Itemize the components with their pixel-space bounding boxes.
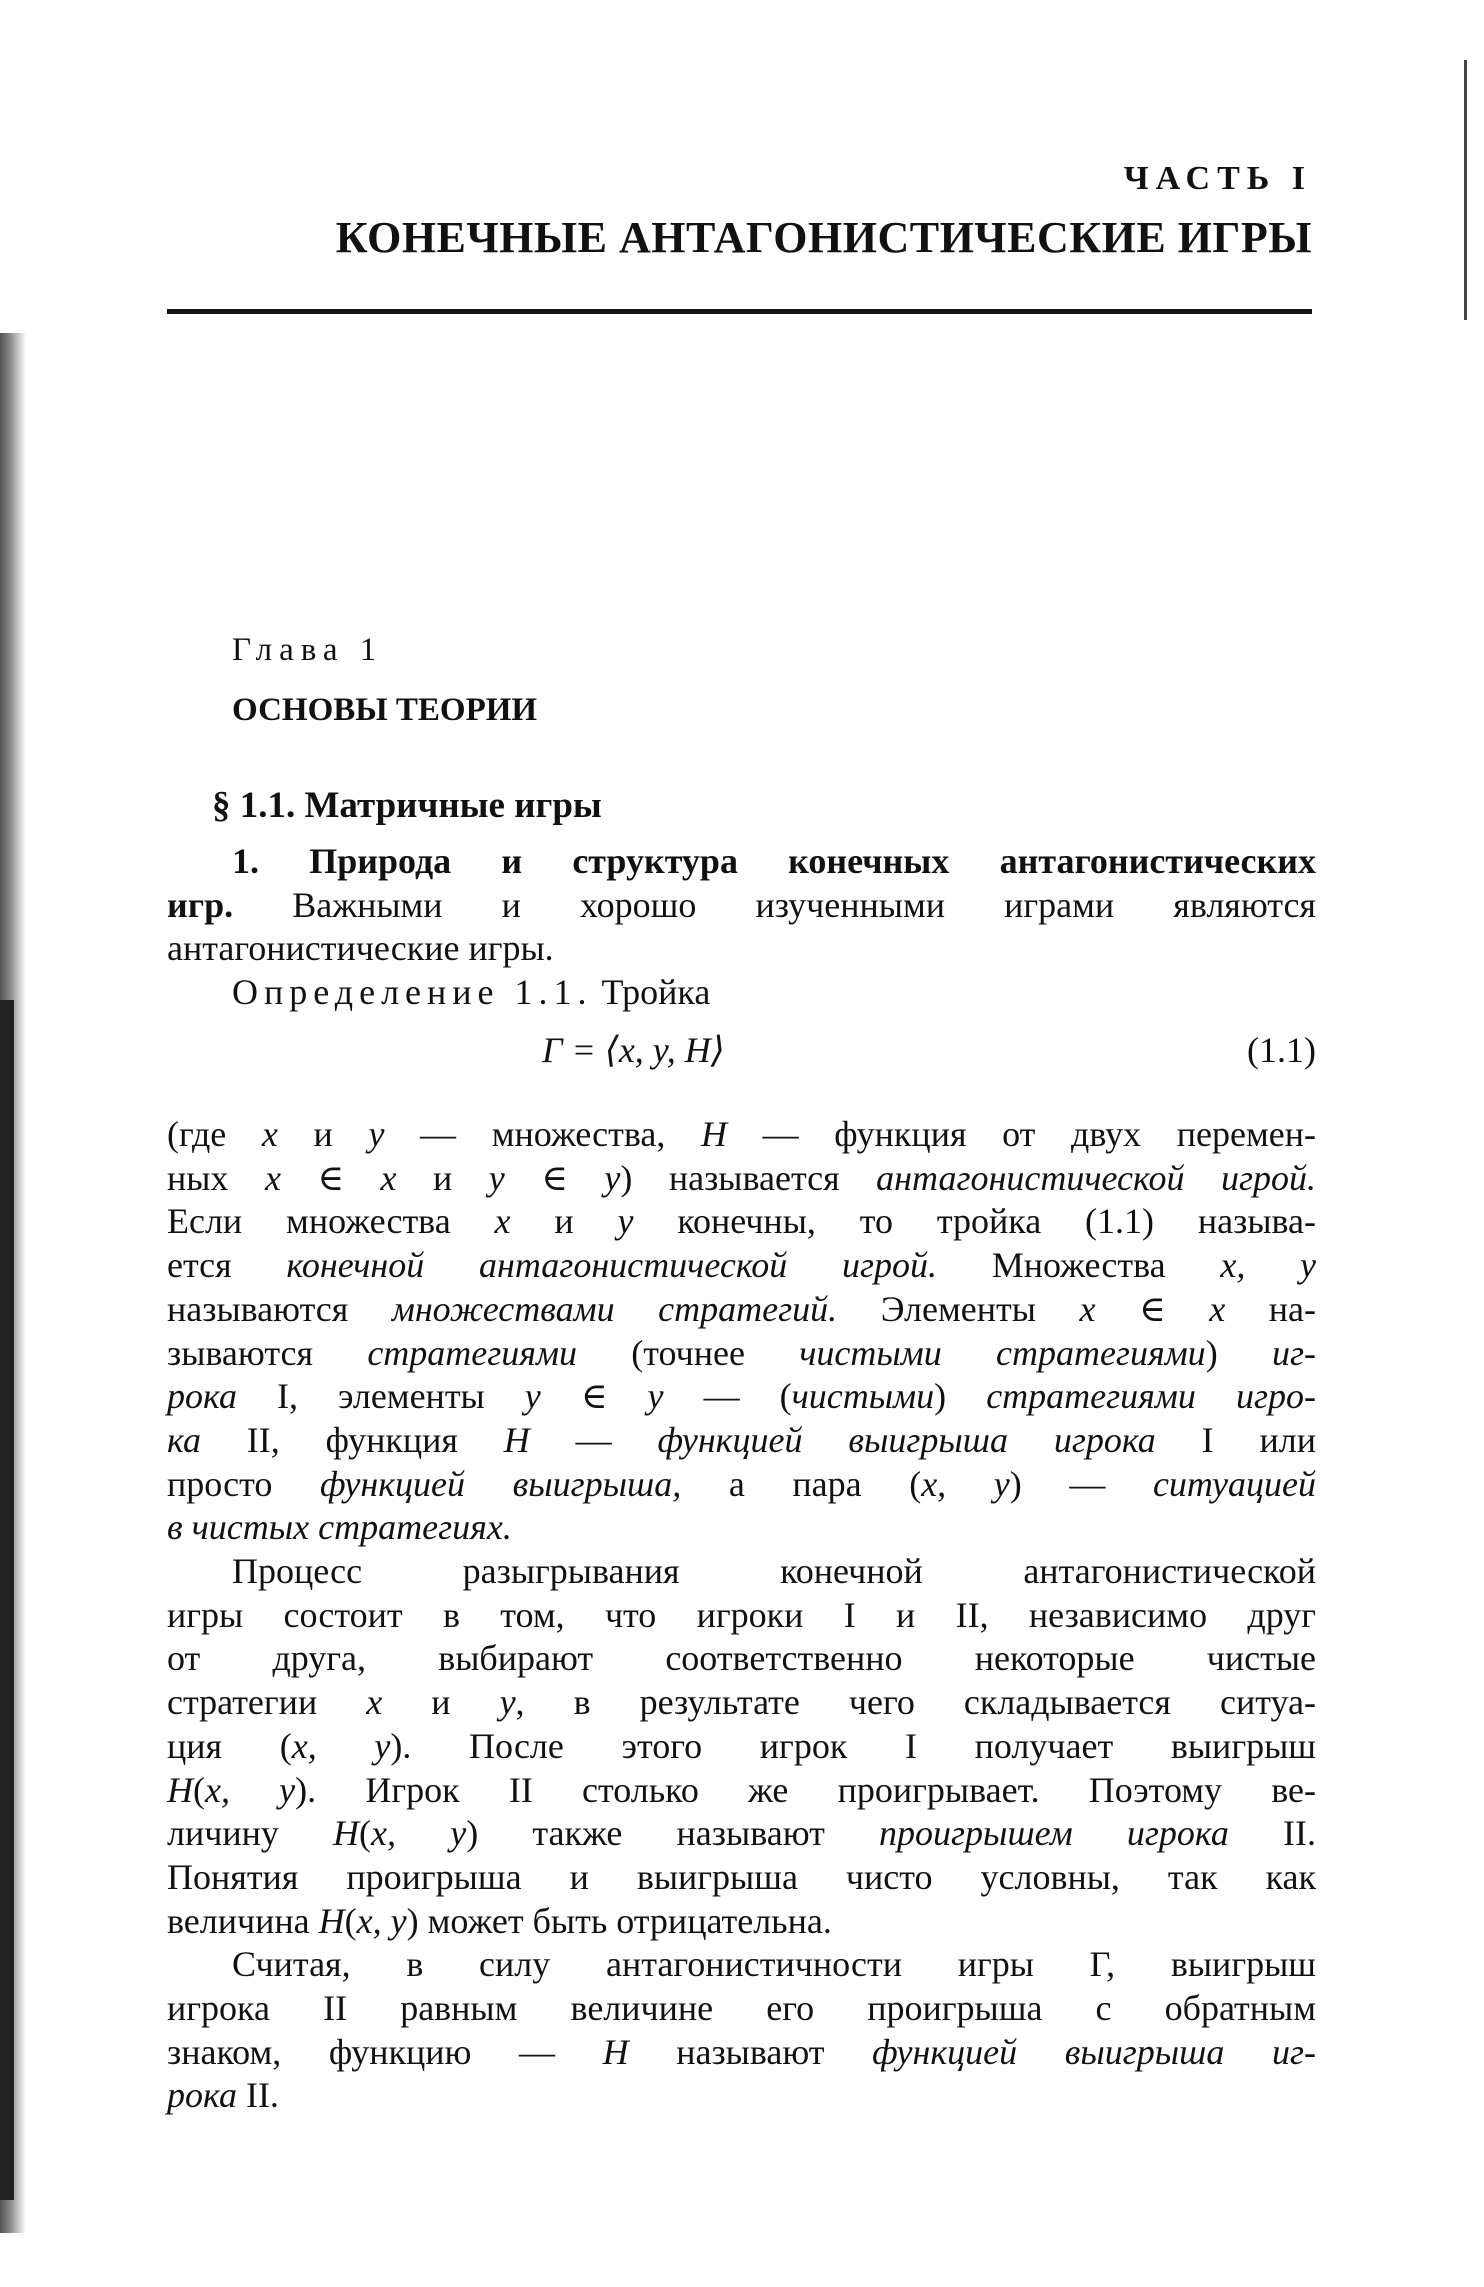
- text-run: , в результате чего складывается ситуа-: [515, 1682, 1316, 1723]
- bold-text: игр.: [167, 884, 234, 925]
- text-run: называются: [167, 1288, 392, 1329]
- text-run: (: [359, 1813, 372, 1854]
- text-run: конечны, то тройка (1.1) называ-: [633, 1201, 1317, 1242]
- chapter-label: Глава 1: [232, 632, 384, 668]
- text-line: [167, 1375, 1316, 1419]
- italic-text: x, y: [291, 1725, 391, 1766]
- text-line: [167, 1419, 1316, 1463]
- text-run: а пара (: [681, 1463, 922, 1504]
- text-run: ) называется: [620, 1157, 877, 1198]
- italic-text: y ∈ y: [488, 1157, 621, 1198]
- text-line: [167, 1812, 1316, 1856]
- text-run: — функция от двух перемен-: [726, 1114, 1317, 1154]
- italic-text: y: [499, 1682, 516, 1723]
- text-run: и: [396, 1157, 489, 1198]
- italic-text: множествами стратегий.: [391, 1288, 838, 1329]
- italic-text: функцией выигрыша игрока: [657, 1419, 1156, 1460]
- text-line: [167, 1200, 1316, 1244]
- italic-text: стратегиями: [367, 1332, 578, 1373]
- text-run: II.: [1228, 1813, 1316, 1854]
- text-line: [167, 2031, 1316, 2075]
- italic-text: конечной антагонистической игрой.: [286, 1245, 938, 1286]
- text-run: ется: [167, 1245, 287, 1286]
- scan-binding-shadow: [0, 1000, 14, 2200]
- header-rule: [167, 309, 1312, 314]
- italic-text: x, y: [921, 1463, 1010, 1504]
- text-run: I или: [1155, 1419, 1317, 1460]
- text-run: на-: [1225, 1288, 1316, 1329]
- text-line: [167, 1463, 1316, 1507]
- italic-text: H: [503, 1419, 530, 1460]
- text-run: ция (: [167, 1725, 292, 1766]
- text-run: —: [529, 1419, 658, 1460]
- part-label: ЧАСТЬ I: [1123, 160, 1312, 197]
- text-run: — множества,: [384, 1114, 701, 1154]
- text-run: (точнее: [577, 1332, 800, 1373]
- text-run: и: [382, 1682, 500, 1723]
- text-line: [167, 1725, 1316, 1769]
- text-line: [167, 1288, 1316, 1332]
- italic-text: x: [366, 1682, 383, 1723]
- italic-text: x: [494, 1201, 511, 1242]
- italic-text: H: [700, 1114, 727, 1154]
- formula-number: (1.1): [1247, 1030, 1316, 1070]
- text-line: [167, 1769, 1316, 1813]
- italic-text: x ∈ x: [1079, 1288, 1226, 1329]
- italic-text: x ∈ x: [264, 1157, 397, 1198]
- text-run: знаком, функцию —: [167, 2031, 603, 2072]
- italic-text: H: [318, 1900, 345, 1941]
- text-run: ): [934, 1376, 987, 1417]
- text-run: Элементы: [837, 1288, 1080, 1329]
- italic-text: функцией выигрыша иг-: [872, 2031, 1316, 2072]
- formula-expression: Γ = ⟨x, y, H⟩: [542, 1030, 725, 1070]
- italic-text: x, y: [1220, 1245, 1317, 1286]
- text-line: [167, 1550, 1316, 1594]
- text-line: [167, 1900, 1316, 1944]
- italic-text: иг-: [1271, 1332, 1316, 1373]
- text-run: (где: [167, 1114, 262, 1154]
- text-line: [167, 1681, 1316, 1725]
- italic-text: ка: [167, 1419, 201, 1460]
- italic-text: ситуацией: [1152, 1463, 1316, 1504]
- italic-text: x: [261, 1114, 278, 1154]
- text-line: [167, 884, 1316, 928]
- text-run: антагонистические игры.: [167, 928, 554, 969]
- text-line: [167, 927, 1316, 971]
- text-run: II, функция: [200, 1419, 504, 1460]
- text-run: стратегии: [167, 1682, 367, 1723]
- italic-text: в чистых стратегиях.: [167, 1507, 512, 1548]
- italic-text: y: [617, 1201, 634, 1242]
- text-line: [167, 971, 1316, 1015]
- text-run: ): [1205, 1332, 1272, 1373]
- italic-text: y: [368, 1114, 385, 1154]
- text-line: [167, 1856, 1316, 1900]
- text-run: величина: [167, 1900, 319, 1941]
- text-run: ). После этого игрок I получает выигрыш: [390, 1725, 1316, 1766]
- italic-text: H: [167, 1769, 193, 1810]
- text-line: [167, 2074, 1316, 2118]
- text-run: (: [193, 1769, 205, 1810]
- text-line: [167, 1506, 1316, 1550]
- text-run: зываются: [167, 1332, 368, 1373]
- text-run: ) также называют: [466, 1813, 880, 1854]
- text-run: ) может быть отрицательна.: [406, 1900, 832, 1941]
- text-run: I, элементы: [236, 1376, 525, 1417]
- text-run: Считая, в силу антагонистичности игры Γ, выигрыш: [232, 1944, 1316, 1985]
- text-line: [167, 1332, 1316, 1376]
- bold-text: 1. Природа и структура конечных антагонистических: [232, 841, 1316, 881]
- italic-text: стратегиями игро-: [986, 1376, 1316, 1417]
- text-run: Множества: [937, 1245, 1221, 1286]
- text-line: [167, 1244, 1316, 1288]
- text-run: Тройка: [592, 972, 711, 1013]
- italic-text: чистыми: [791, 1376, 935, 1417]
- part-title: КОНЕЧНЫЕ АНТАГОНИСТИЧЕСКИЕ ИГРЫ: [335, 213, 1312, 262]
- text-run: личину: [167, 1813, 334, 1854]
- italic-text: рока: [167, 2075, 237, 2116]
- text-line: [167, 1113, 1316, 1157]
- text-run: просто: [167, 1463, 320, 1504]
- scan-page-edge: [1464, 60, 1467, 320]
- chapter-title: ОСНОВЫ ТЕОРИИ: [232, 692, 538, 728]
- text-run: ных: [167, 1157, 265, 1198]
- italic-text: y ∈ y: [524, 1376, 664, 1417]
- italic-text: рока: [167, 1376, 237, 1417]
- text-run: Если множества: [167, 1201, 495, 1242]
- text-run: — (: [663, 1376, 792, 1417]
- text-run: Определение 1.1.: [232, 972, 593, 1013]
- text-run: от друга, выбирают соответственно некоторые чистые: [167, 1638, 1316, 1679]
- text-run: и: [510, 1201, 618, 1242]
- italic-text: x, y: [371, 1813, 467, 1854]
- section-heading: § 1.1. Матричные игры: [212, 785, 602, 826]
- text-line: [167, 1987, 1316, 2031]
- text-line: [167, 1594, 1316, 1638]
- italic-text: x, y: [356, 1900, 407, 1941]
- text-run: Понятия проигрыша и выигрыша чисто условны, так как: [167, 1856, 1316, 1897]
- text-line: [167, 840, 1316, 884]
- text-line: [167, 1943, 1316, 1987]
- text-run: Важными и хорошо изученными играми являются: [233, 884, 1316, 925]
- italic-text: проигрышем игрока: [879, 1813, 1229, 1854]
- text-run: ). Игрок II столько же проигрывает. Поэтому ве-: [295, 1769, 1316, 1810]
- italic-text: чистыми стратегиями: [799, 1332, 1206, 1373]
- text-run: игрока II равным величине его проигрыша с обратным: [167, 1988, 1316, 2029]
- text-run: Процесс разыгрывания конечной антагонистической: [232, 1551, 1316, 1592]
- italic-text: функцией выигрыша,: [320, 1463, 682, 1504]
- text-run: II.: [236, 2075, 279, 2116]
- text-line: [167, 1157, 1316, 1201]
- italic-text: антагонистической игрой.: [876, 1157, 1317, 1198]
- italic-text: H: [602, 2031, 629, 2072]
- text-block-body: [167, 1113, 1316, 2118]
- italic-text: x, y: [205, 1769, 296, 1810]
- text-block-definition: [167, 840, 1316, 1015]
- text-run: игры состоит в том, что игроки I и II, независимо друг: [167, 1594, 1316, 1635]
- text-run: называют: [628, 2031, 873, 2072]
- text-line: [167, 1637, 1316, 1681]
- italic-text: H: [333, 1813, 360, 1854]
- text-run: и: [277, 1114, 369, 1154]
- text-run: (: [344, 1900, 357, 1941]
- text-run: ) —: [1009, 1463, 1153, 1504]
